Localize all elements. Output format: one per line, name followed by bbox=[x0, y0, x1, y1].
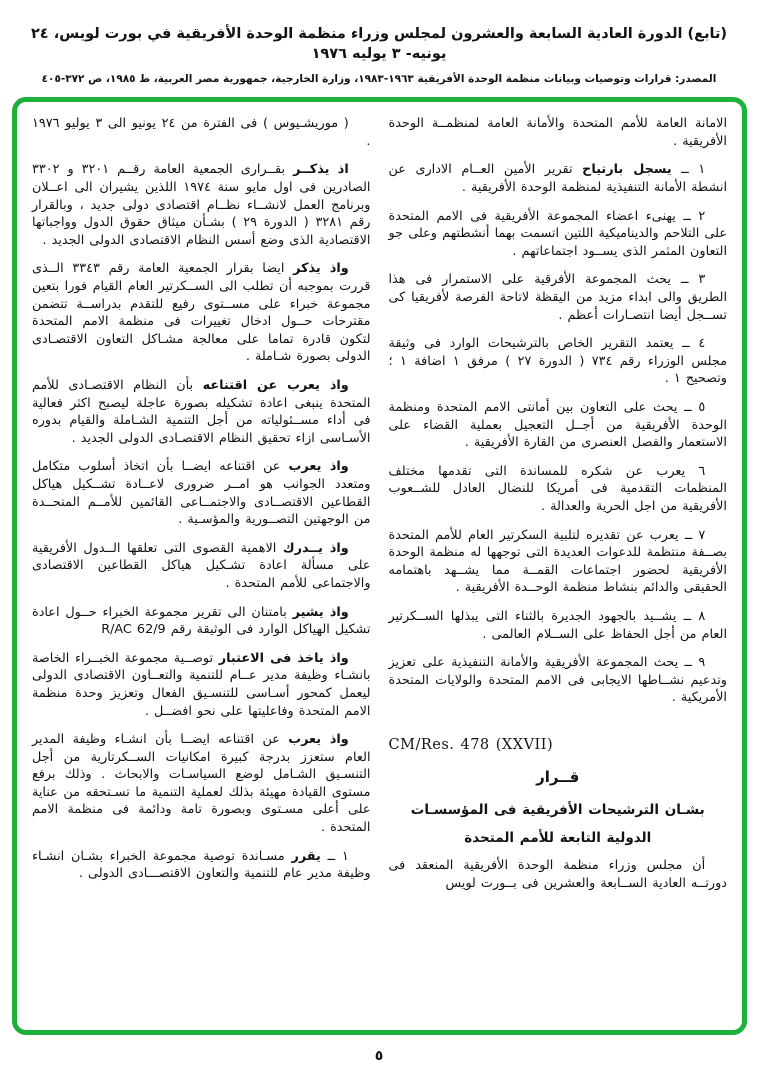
paragraph: اذ يذكــر بقــرارى الجمعية العامة رقــم ٣٢٠١ و ٣٣٠٢ الصادرين فى اول مايو سنة ١٩٧٤ اللذين يشيران الى اعــلان وبرنامج العمل لانشــاء نظــام اقتصادى دولى جديد ، وبالقرار رقم ٣٢٨١ ( الدورة ٢٩ ) بشـأن ميثاق حقوق الدول وواجباتها الاقتصادية الذى وضع أسس النظام الاقتصادى الدولى الجديد . bbox=[32, 162, 371, 248]
paragraph-lead: واذ يذكر bbox=[293, 261, 349, 277]
paragraph-lead: واذ ياخذ فى الاعتبار bbox=[218, 650, 349, 666]
source-line: المصدر: قرارات وتوصيات وبيانات منظمة الوحدة الأفريقية ١٩٦٣-١٩٨٣، وزارة الخارجية، جمهورية مصر العربية، ط ١٩٨٥، ص ٣٧٢-٤٠٥ bbox=[41, 72, 717, 85]
paragraph-lead: واذ يــدرك bbox=[282, 540, 349, 556]
paragraph: ١ ــ يسجل بارتياح تقرير الأمين العــام الادارى عن انشطة الأمانة التنفيذية لمنظمة الوحدة الأفريقية . bbox=[388, 162, 727, 196]
paragraph-lead: يسجل بارتياح bbox=[582, 162, 672, 178]
document-title: (تابع) الدورة العادية السابعة والعشرون لمجلس وزراء منظمة الوحدة الأفريقية في بورت لويس، ٢٤ يونيه- ٣ يوليه ١٩٧٦ bbox=[30, 26, 728, 63]
resolution-heading: بشـان الترشيحات الأفريقية فى المؤسسـات bbox=[410, 802, 705, 819]
paragraph: واذ يعرب عن اقتناعه بأن النظام الاقتصـادى للأمم المتحدة ينبغى اعادة تشكيله بصورة عاجلة ليصبح اكثر فعالية فى أداء مســئولياته من أجل التنمية الشـاملة والقيام بدوره الأسـاسى ازاء تحقيق النظام الاقتصـادى الدولى الجديد . bbox=[32, 378, 371, 446]
paragraph: ١ ــ يقرر مسـاندة توصية مجموعة الخبراء بشـان انشـاء وظيفة مدير عام للتنمية والتعاون الاقتصـــادى الدولى . bbox=[32, 848, 371, 882]
paragraph: ٣ ــ يحث المجموعة الأفرقية على الاستمرار فى هذا الطريق والى ابداء مزيد من اليقظة لاتاحة الفرصة لأفريقيا كى تســجل أيضا انتصـارات أعظم . bbox=[388, 272, 727, 323]
paragraph-lead: واذ يعرب bbox=[288, 459, 349, 475]
paragraph: واذ يعرب عن اقتناعه ايضــا بأن انشـاء وظيفة المدير العام ستعزز بدرجة كبيرة امكانيات الســكرتارية من أجل التنسـيق الشـامل لوضع السياسـات والابحاث . وذلك برفع مستوى القيادة مهيئة بذلك لعملية التنمية ما تسـتحقه من عناية على أعلى مسـتوى وبصورة تامة ودائمة فى منظمة الامم المتحدة . bbox=[32, 732, 371, 836]
paragraph: ٤ ــ يعتمد التقرير الخاص بالترشيحات الوارد فى وثيقة مجلس الوزراء رقم ٧٣٤ ( الدورة ٢٧ ) مرفق ١ اضافة ١ ؛ وتصحيح ١ . bbox=[388, 336, 727, 387]
paragraph: ٥ ــ يحث على التعاون بين أمانتى الامم المتحدة ومنظمة الوحدة الأفريقية من أجــل التعجيل بعملية القضاء على الاستعمار والفصل العنصرى من القارة الأفريقية . bbox=[388, 400, 727, 451]
paragraph: أن مجلس وزراء منظمة الوحدة الأفريقية المنعقد فى دورتــه العادية الســابعة والعشرين فى بــورت لويس bbox=[388, 858, 727, 891]
left-column bbox=[32, 115, 371, 903]
paragraph-lead: واذ يعرب bbox=[288, 732, 349, 748]
resolution-heading: الدولية التابعة للأمم المتحدة bbox=[464, 829, 652, 846]
paragraph: ٨ ــ يشــيد بالجهود الجديرة بالثناء التى يبذلها الســكرتير العام من أجل الحفاظ على الســلام العالمى . bbox=[388, 608, 727, 642]
page-header bbox=[0, 0, 758, 86]
right-column bbox=[389, 115, 728, 903]
resolution-heading: قــرار bbox=[536, 767, 580, 786]
paragraph: الامانة العامة للأمم المتحدة والأمانة العامة لمنظمــة الوحدة الأفريقية . bbox=[388, 116, 727, 149]
paragraph: واذ يشير بامتنان الى تقرير مجموعة الخبراء حــول اعادة تشكيل الهياكل الوارد فى الوثيقة رقم R/AC 62/9 bbox=[32, 604, 371, 638]
paragraph: واذ ياخذ فى الاعتبار توصــية مجموعة الخبــراء الخاصة بانشـاء وظيفة مدير عــام للتنمية والتعــاون الاقتصادى الدولى ليعمل كمحور أسـاسى للتنسـيق الفعال وتعزيز وحدة منظمة الامم المتحدة وفاعليتها على نحو افضــل . bbox=[32, 650, 371, 719]
page-number: ٥ bbox=[374, 1048, 384, 1065]
paragraph: ( موريشـيوس ) فى الفترة من ٢٤ يونيو الى ٣ يوليو ١٩٧٦ . bbox=[32, 116, 371, 149]
paragraph: واذ يذكر ايضا بقرار الجمعية العامة رقم ٣٣٤٣ الــذى قررت بموجبه أن تطلب الى الســكرتير العام القيام فورا بتعين مجموعة خبراء على مســتوى رفيع للتقدم بدراســة تتضمن مقترحات حــول ادخال تغييرات فى منظمة الامم المتحدة لتكون قادرة تماما على معالجة مشـاكل التعاون الاقتصـادى الدولى بصورة شـاملة . bbox=[32, 261, 371, 365]
paragraph: ٦ يعرب عن شكره للمساندة التى تقدمها مختلف المنظمات التقدمية فى أمريكا للنضال العادل للشــعوب الأفريقية من اجل الحرية والعدالة . bbox=[388, 463, 727, 514]
resolution-reference: CM/Res. 478 (XXVII) bbox=[388, 736, 554, 753]
paragraph: ٧ ــ يعرب عن تقديره لتلبية السكرتير العام للأمم المتحدة بصــفة منتظمة للدعوات العديدة التى توجهها له منظمة الوحدة الأفريقية لحضور اجتماعات القمــة مما يشــهد باهتمامه الحقيقى والدائم بنشاط منظمة الوحــدة الأفريقية . bbox=[388, 527, 727, 596]
paragraph: ٢ ــ يهنىء اعضاء المجموعة الأفريقية فى الامم المتحدة على التلاحم والديناميكية اللتين اتسمت بهما أنشطتهم وعلى جو التعاون المثمر الذى يســود اجتماعاتهم . bbox=[388, 208, 727, 259]
paragraph: ٩ ــ يحث المجموعة الأفريقية والأمانة التنفيذية على تعزيز وتدعيم نشــاطها الايجابى فى الامم المتحدة والولايات المتحدة الأمريكية . bbox=[388, 655, 727, 706]
paragraph-lead: واذ يشير bbox=[292, 604, 349, 620]
two-column-text-area bbox=[32, 115, 727, 903]
paragraph-lead: يقرر bbox=[291, 848, 321, 864]
paragraph-lead: اذ يذكــر bbox=[293, 162, 349, 178]
green-border-frame bbox=[12, 97, 747, 1035]
paragraph: واذ يــدرك الاهمية القصوى التى تعلقها الــدول الأفريقية على مسألة اعادة تشـكيل هياكل القطاعين الاقتصادى والاجتماعى للأمم المتحدة . bbox=[32, 540, 371, 591]
paragraph: واذ يعرب عن اقتناعه ايضــا بأن اتخاذ أسلوب متكامل ومتعدد الجوانب هو امــر ضرورى لاعــادة تشــكيل هياكل القطاعين الاقتصــادى والاجتمــاعى القائمين للأمــم المتحــدة من الوجهتين التصــورية والمؤسـية . bbox=[32, 459, 371, 528]
paragraph-lead: واذ يعرب عن اقتناعه bbox=[202, 378, 349, 393]
